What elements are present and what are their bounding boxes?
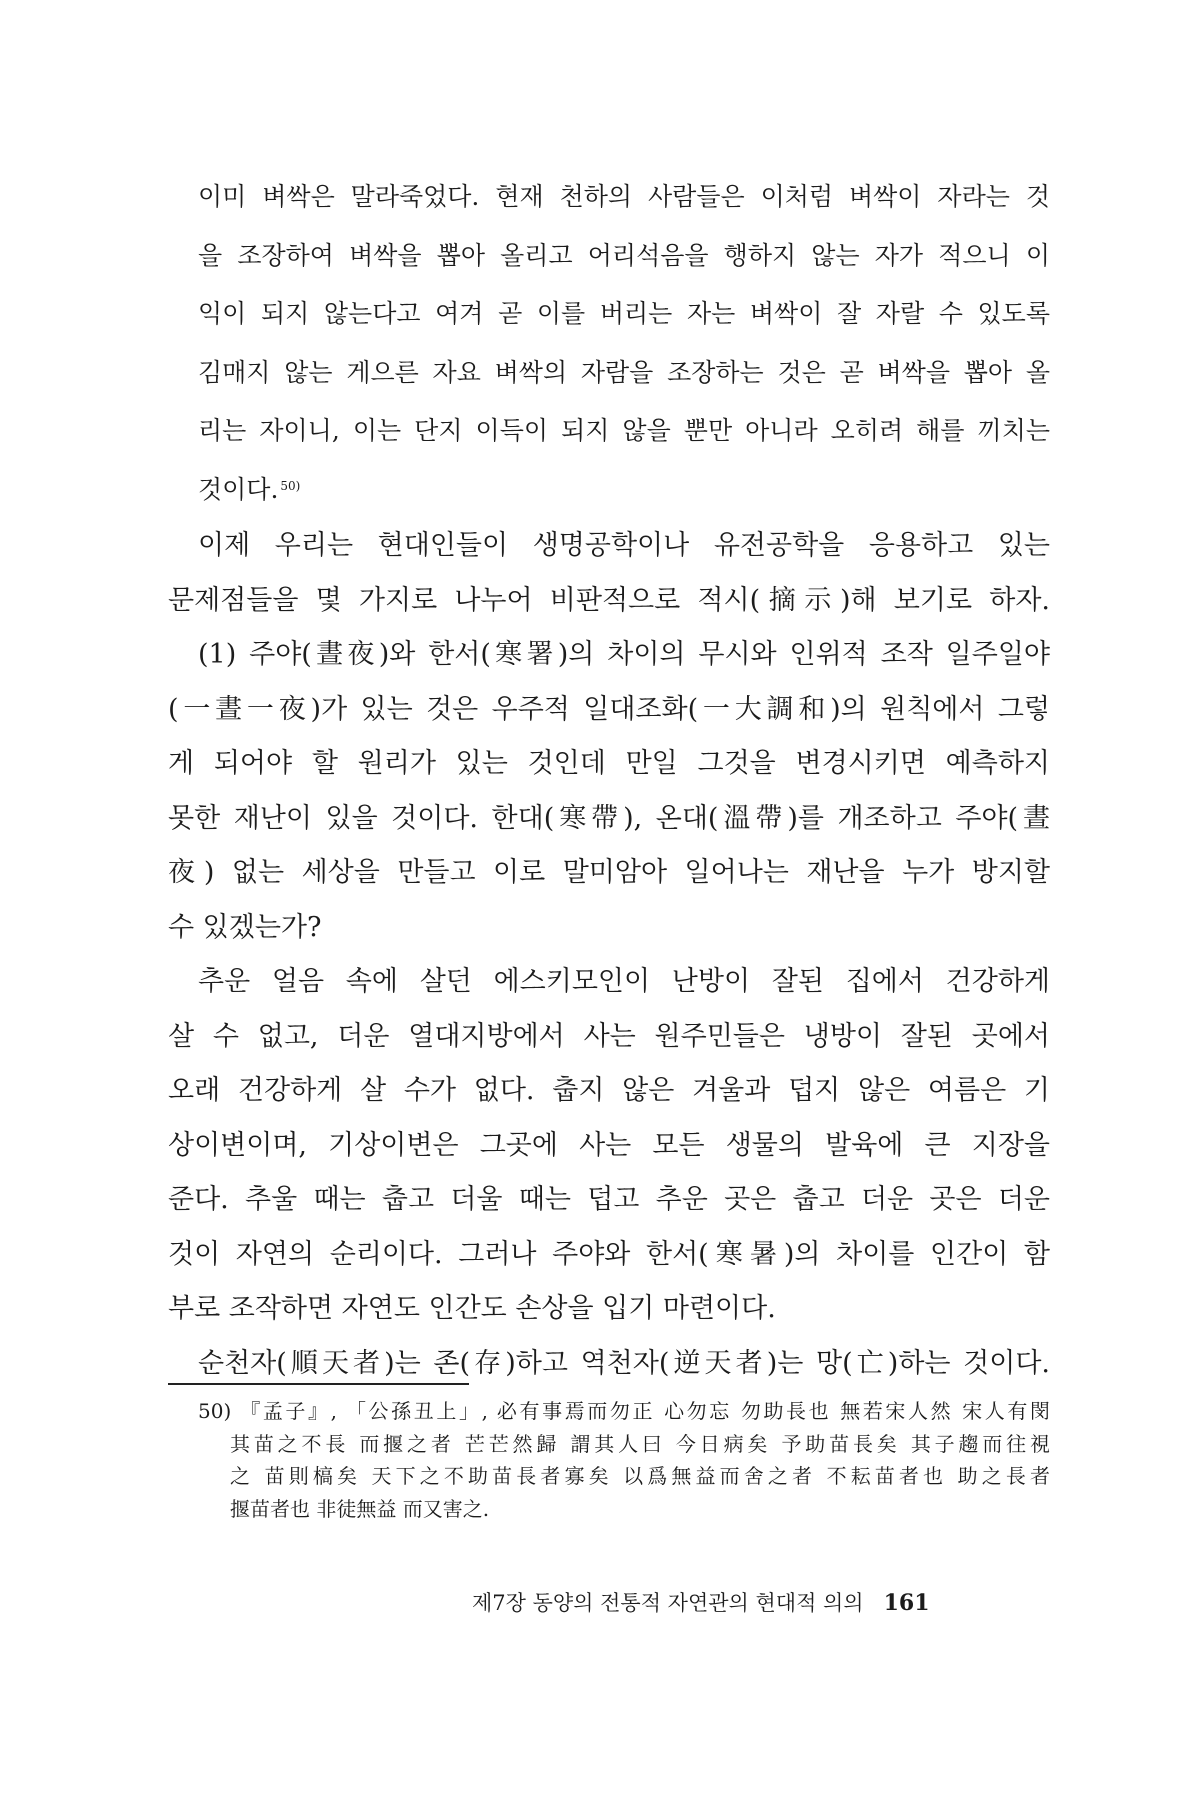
body-line: 못한 재난이 있을 것이다. 한대(寒帶), 온대(溫帶)를 개조하고 주야(晝 bbox=[168, 802, 1050, 834]
quote-block bbox=[168, 168, 1050, 520]
footnote-line: 其苗之不長 而揠之者 芒芒然歸 謂其人曰 今日病矣 予助苗長矣 其子趨而往視 bbox=[230, 1431, 1050, 1456]
body-line: 부로 조작하면 자연도 인간도 손상을 입기 마련이다. bbox=[168, 1293, 776, 1324]
body-line: 살 수 없고, 더운 열대지방에서 사는 원주민들은 냉방이 잘된 곳에서 bbox=[168, 1020, 1050, 1052]
body-line: 상이변이며, 기상이변은 그곳에 사는 모든 생물의 발육에 큰 지장을 bbox=[168, 1129, 1050, 1161]
body-line: 이제 우리는 현대인들이 생명공학이나 유전공학을 응용하고 있는 bbox=[198, 530, 1050, 561]
chapter-title: 제7장 동양의 전통적 자연관의 현대적 의의 bbox=[472, 1591, 864, 1615]
quote-line: 리는 자이니, 이는 단지 이득이 되지 않을 뿐만 아니라 오히려 해를 끼치는 bbox=[198, 416, 1050, 446]
body-line: (一晝一夜)가 있는 것은 우주적 일대조화(一大調和)의 원칙에서 그렇 bbox=[168, 693, 1050, 725]
footnote-line: 之 苗則槁矣 天下之不助苗長者寡矣 以爲無益而舍之者 不耘苗者也 助之長者 bbox=[230, 1464, 1050, 1489]
footnote bbox=[198, 1395, 1050, 1526]
footnote-divider bbox=[168, 1383, 469, 1385]
body-text bbox=[168, 519, 1050, 1391]
body-line: 게 되어야 할 원리가 있는 것인데 만일 그것을 변경시키면 예측하지 bbox=[168, 748, 1050, 779]
body-line: 것이 자연의 순리이다. 그러나 주야와 한서(寒暑)의 차이를 인간이 함 bbox=[168, 1238, 1050, 1270]
footnote-reference: 50) bbox=[280, 478, 301, 493]
body-line: 준다. 추울 때는 춥고 더울 때는 덥고 추운 곳은 춥고 더운 곳은 더운 bbox=[168, 1184, 1050, 1215]
quote-last-line bbox=[168, 461, 1050, 520]
quote-line: 이미 벼싹은 말라죽었다. 현재 천하의 사람들은 이처럼 벼싹이 자라는 것 bbox=[198, 182, 1050, 211]
quote-line: 김매지 않는 게으른 자요 벼싹의 자람을 조장하는 것은 곧 벼싹을 뽑아 올 bbox=[198, 357, 1050, 387]
quote-line: 것이다. bbox=[198, 474, 279, 504]
body-line: 오래 건강하게 살 수가 없다. 춥지 않은 겨울과 덥지 않은 여름은 기 bbox=[168, 1075, 1050, 1106]
body-line: 수 있겠는가? bbox=[168, 911, 322, 943]
body-line: 추운 얼음 속에 살던 에스키모인이 난방이 잘된 집에서 건강하게 bbox=[198, 966, 1050, 997]
body-line: 순천자(順天者)는 존(存)하고 역천자(逆天者)는 망(亡)하는 것이다. bbox=[198, 1347, 1050, 1379]
body-line: (1) 주야(晝夜)와 한서(寒署)의 차이의 무시와 인위적 조작 일주일야 bbox=[198, 639, 1050, 670]
running-footer bbox=[472, 1588, 1020, 1618]
page-number: 161 bbox=[883, 1590, 930, 1616]
body-line: 夜) 없는 세상을 만들고 이로 말미암아 일어나는 재난을 누가 방지할 bbox=[168, 857, 1050, 888]
footnote-line: 50) 『孟子』, 「公孫丑上」, 必有事焉而勿正 心勿忘 勿助長也 無若宋人然 宋人有閔 bbox=[198, 1399, 1050, 1423]
quote-line: 을 조장하여 벼싹을 뽑아 올리고 어리석음을 행하지 않는 자가 적으니 이 bbox=[198, 240, 1050, 270]
quote-line: 익이 되지 않는다고 여겨 곧 이를 버리는 자는 벼싹이 잘 자랄 수 있도록 bbox=[198, 299, 1050, 329]
body-line: 문제점들을 몇 가지로 나누어 비판적으로 적시(摘示)해 보기로 하자. bbox=[168, 584, 1050, 616]
footnote-line: 揠苗者也 非徒無益 而又害之. bbox=[230, 1497, 490, 1522]
